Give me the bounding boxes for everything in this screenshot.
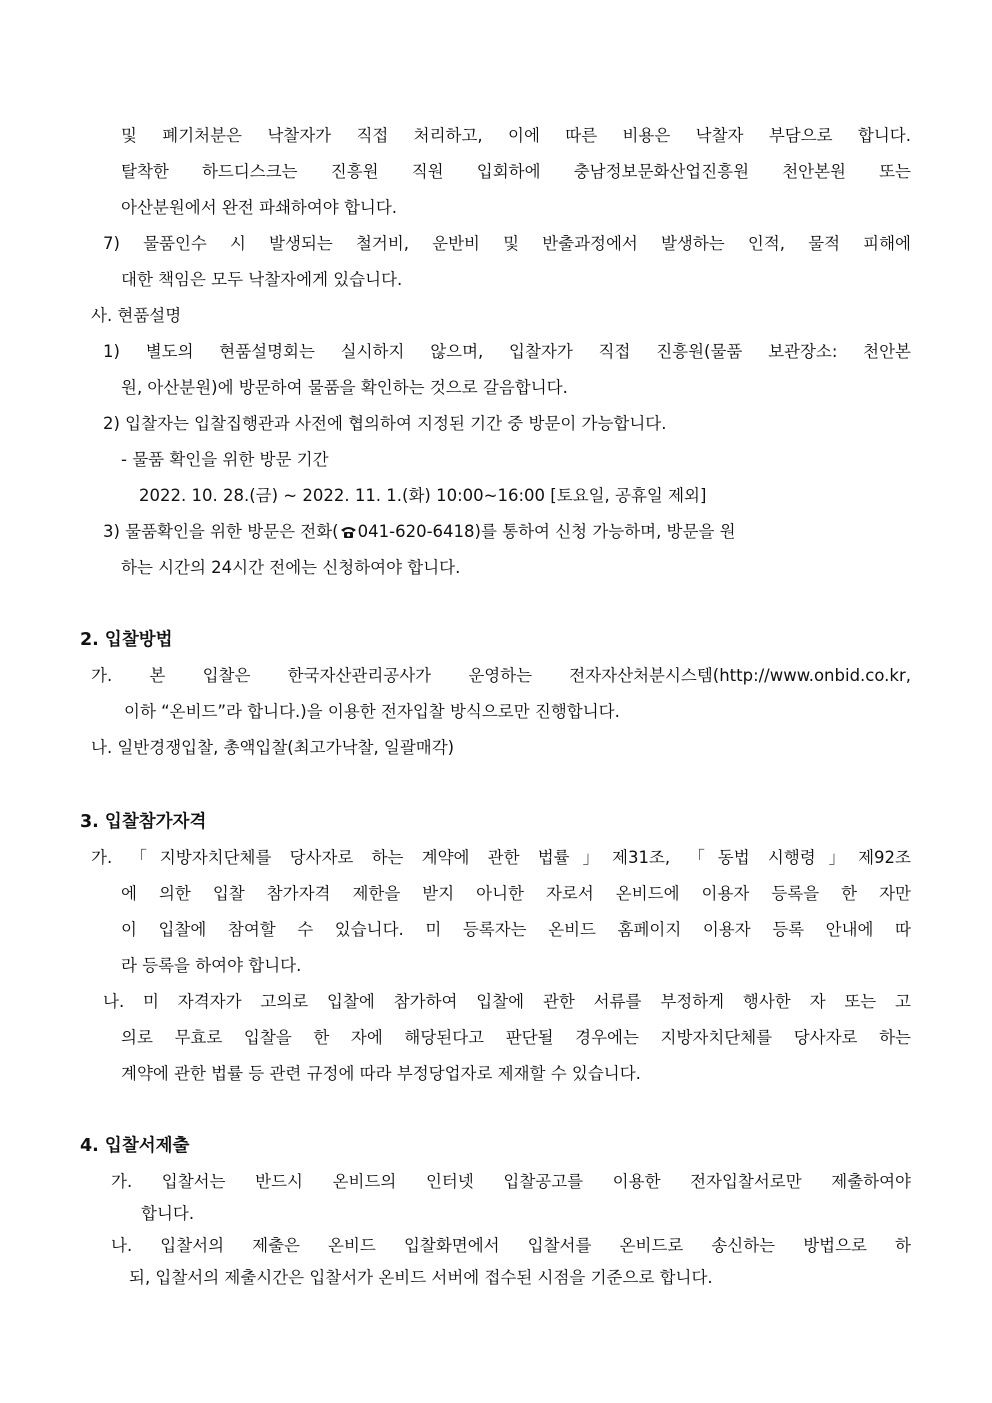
text-line: 1) 별도의 현품설명회는 실시하지 않으며, 입찰자가 직접 진흥원(물품 보관장소: 천안본 [103, 342, 911, 361]
text-line: 가. 입찰서는 반드시 온비드의 인터넷 입찰공고를 이용한 전자입찰서로만 제출하여야 [111, 1172, 911, 1191]
text-line: 대한 책임은 모두 낙찰자에게 있습니다. [121, 270, 403, 289]
text-line: 합니다. [141, 1204, 195, 1223]
text-line: - 물품 확인을 위한 방문 기간 [121, 450, 329, 469]
section-heading: 4. 입찰서제출 [80, 1136, 190, 1156]
text-line [103, 522, 736, 542]
text-line: 나. 미 자격자가 고의로 입찰에 참가하여 입찰에 관한 서류를 부정하게 행사한 자 또는 고 [103, 992, 911, 1011]
text-line: 계약에 관한 법률 등 관련 규정에 따라 부정당업자로 제재할 수 있습니다. [121, 1064, 641, 1083]
text-segment: 3) 물품확인을 위한 방문은 전화( [103, 522, 339, 541]
section-label: 사. 현품설명 [91, 306, 182, 325]
text-line: 원, 아산분원)에 방문하여 물품을 확인하는 것으로 갈음합니다. [121, 378, 568, 397]
text-line: 에 의한 입찰 참가자격 제한을 받지 아니한 자로서 온비드에 이용자 등록을 한 자만 [121, 884, 911, 903]
text-line: 가. 본 입찰은 한국자산관리공사가 운영하는 전자자산처분시스템(http://www.onbid.co.kr, [91, 666, 911, 685]
text-line: 하는 시간의 24시간 전에는 신청하여야 합니다. [121, 558, 461, 577]
text-line: 나. 입찰서의 제출은 온비드 입찰화면에서 입찰서를 온비드로 송신하는 방법으로 하 [111, 1236, 911, 1255]
visit-period: 2022. 10. 28.(금) ~ 2022. 11. 1.(화) 10:00~16:00 [토요일, 공휴일 제외] [139, 486, 707, 505]
text-line: 의로 무효로 입찰을 한 자에 해당된다고 판단될 경우에는 지방자치단체를 당사자로 하는 [121, 1028, 911, 1047]
text-line: 7) 물품인수 시 발생되는 철거비, 운반비 및 반출과정에서 발생하는 인적, 물적 피해에 [103, 234, 911, 253]
text-line: 가. 「지방자치단체를 당사자로 하는 계약에 관한 법률」제31조, 「동법 시행령」제92조 [91, 848, 911, 867]
text-line: 2) 입찰자는 입찰집행관과 사전에 협의하여 지정된 기간 중 방문이 가능합니다. [103, 414, 667, 433]
text-line: 나. 일반경쟁입찰, 총액입찰(최고가낙찰, 일괄매각) [91, 738, 455, 757]
text-line: 이하 “온비드”라 합니다.)을 이용한 전자입찰 방식으로만 진행합니다. [124, 702, 620, 721]
text-segment: 041-620-6418)를 통하여 신청 가능하며, 방문을 원 [357, 522, 736, 541]
text-line: 되, 입찰서의 제출시간은 입찰서가 온비드 서버에 접수된 시점을 기준으로 합니다. [129, 1268, 713, 1287]
text-line: 및 폐기처분은 낙찰자가 직접 처리하고, 이에 따른 비용은 낙찰자 부담으로 합니다. [121, 126, 911, 145]
text-line: 탈착한 하드디스크는 진흥원 직원 입회하에 충남정보문화산업진흥원 천안본원 또는 [121, 162, 911, 181]
text-line: 라 등록을 하여야 합니다. [121, 956, 302, 975]
text-line: 아산분원에서 완전 파쇄하여야 합니다. [121, 198, 398, 217]
section-heading: 2. 입찰방법 [80, 630, 173, 650]
section-heading: 3. 입찰참가자격 [80, 812, 207, 832]
telephone-icon [340, 525, 357, 539]
text-line: 이 입찰에 참여할 수 있습니다. 미 등록자는 온비드 홈페이지 이용자 등록 안내에 따 [121, 920, 911, 939]
